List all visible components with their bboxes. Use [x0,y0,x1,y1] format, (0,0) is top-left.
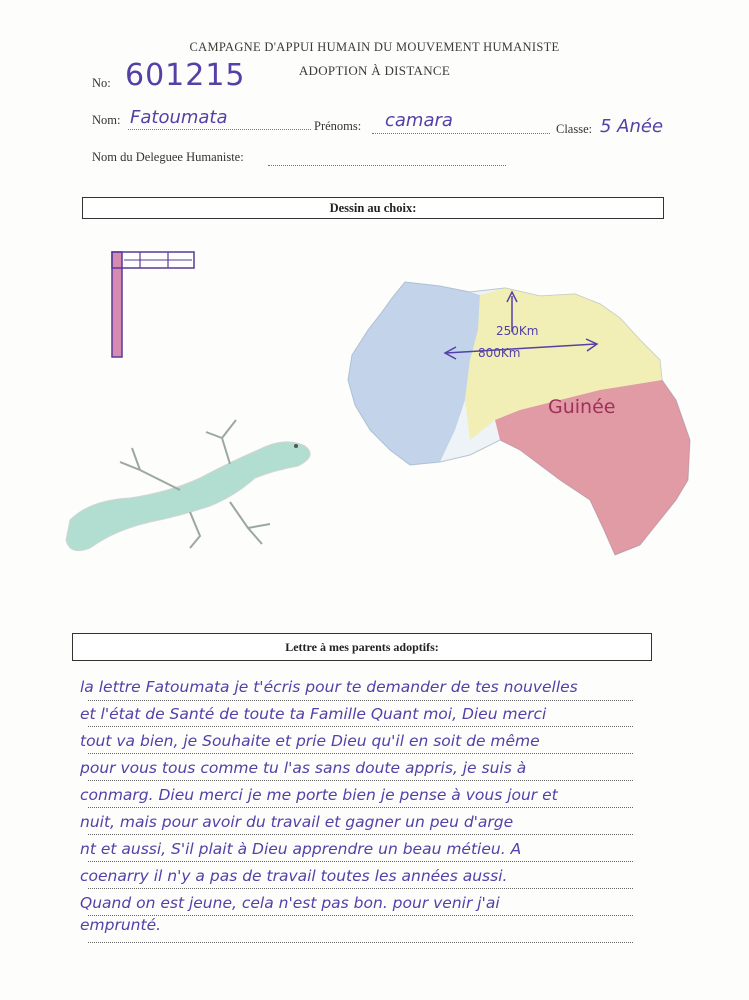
letter-line: la lettre Fatoumata je t'écris pour te demander de tes nouvelles [80,680,578,696]
ruling-line [88,726,633,727]
classe-label: Classe: [556,122,593,136]
prenoms-label: Prénoms: [314,119,362,133]
ruling-line [88,700,633,701]
letter-line: coenarry il n'y a pas de travail toutes les années aussi. [80,869,508,885]
adoption-subtitle: ADOPTION À DISTANCE [298,63,451,78]
distance-vertical-label: 250Km [496,324,539,338]
letter-line: conmarg. Dieu merci je me porte bien je pense à vous jour et [80,788,558,804]
dossier-number: 601215 [125,58,246,93]
ruling-line [88,861,633,862]
nom-value: Fatoumata [130,107,228,128]
lizard-drawing [66,420,310,551]
guinea-map-label: Guinée [548,396,616,418]
letter-line: et l'état de Santé de toute ta Famille Quant moi, Dieu merci [80,707,547,723]
campaign-title: CAMPAGNE D'APPUI HUMAIN DU MOUVEMENT HUMANISTE [189,40,560,54]
ruling-line [88,915,633,916]
ruling-line [88,780,633,781]
prenoms-value: camara [385,110,453,131]
ruling-line [88,888,633,889]
ruling-line [88,807,633,808]
no-label: No: [92,76,111,90]
nom-label: Nom: [92,113,121,127]
letter-section-title: Lettre à mes parents adoptifs: [72,633,652,661]
drawing-section-title: Dessin au choix: [82,197,664,219]
delegue-label: Nom du Deleguee Humaniste: [92,150,244,164]
letter-line: Quand on est jeune, cela n'est pas bon. pour venir j'ai [80,896,500,912]
guinea-map-drawing [348,282,690,555]
letter-line: pour vous tous comme tu l'as sans doute appris, je suis à [80,761,527,777]
classe-value: 5 Anée [600,116,664,137]
ruling-line [88,834,633,835]
letter-line: tout va bien, je Souhaite et prie Dieu qu'il en soit de même [80,734,540,750]
flag-drawing [112,252,194,357]
letter-line: nt et aussi, S'il plait à Dieu apprendre un beau métieu. A [80,842,522,858]
letter-line: nuit, mais pour avoir du travail et gagner un peu d'arge [80,815,514,831]
ruling-line [88,942,633,943]
letter-line: emprunté. [80,918,162,934]
ruling-line [88,753,633,754]
distance-horizontal-label: 800Km [478,346,521,360]
